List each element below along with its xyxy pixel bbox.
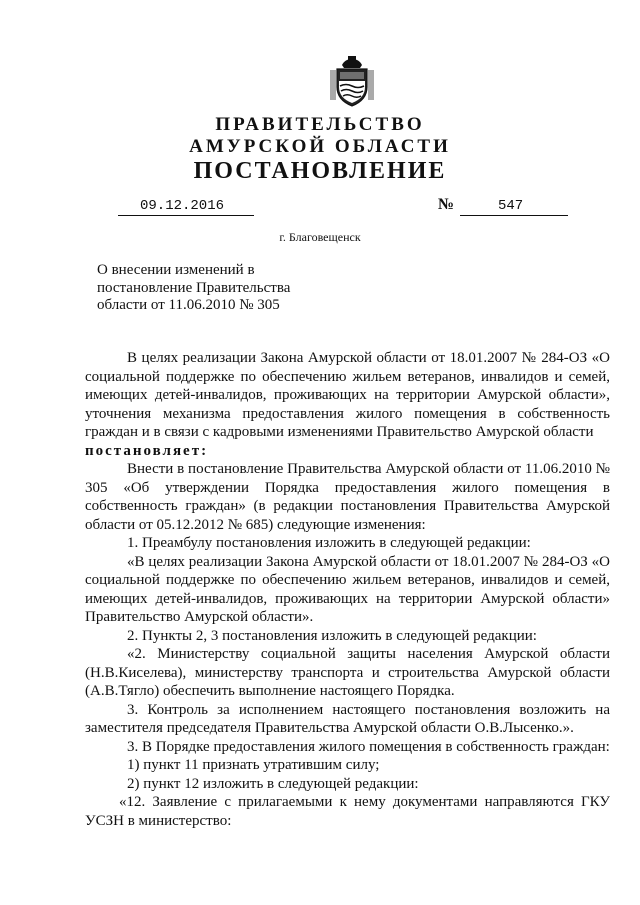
body-paragraph: «2. Министерству социальной защиты населения Амурской области (Н.В.Киселева), министерству транспорта и строительства Амурской области (А.В.Тягло) обеспечить выполнение настоящего Порядка. bbox=[85, 646, 610, 699]
document-type-title: ПОСТАНОВЛЕНИЕ bbox=[193, 158, 447, 184]
region-title: АМУРСКОЙ ОБЛАСТИ bbox=[189, 136, 451, 157]
document-date: 09.12.2016 bbox=[140, 198, 225, 214]
body-paragraph: 3. Контроль за исполнением настоящего постановления возложить на заместителя председателя Правительства Амурской области О.В.Лысенко.». bbox=[85, 701, 610, 736]
preamble-paragraph: В целях реализации Закона Амурской области от 18.01.2007 № 284-ОЗ «О социальной поддержке по обеспечению жильем ветеранов, инвалидов и семей, имеющих детей-инвалидов, проживающих на территории Амурской области», уточнения механизма предоставления жилого помещения в собственность граждан и в связи с кадровыми изменениями Правительство Амурской области bbox=[85, 350, 610, 440]
document-body bbox=[85, 349, 610, 830]
number-sign: № bbox=[438, 196, 455, 213]
body-paragraph: 3. В Порядке предоставления жилого помещения в собственность граждан: bbox=[127, 738, 610, 755]
subject-line: постановление Правительства bbox=[97, 279, 291, 296]
government-title: ПРАВИТЕЛЬСТВО bbox=[215, 114, 425, 135]
body-paragraph: 2. Пункты 2, 3 постановления изложить в следующей редакции: bbox=[127, 627, 537, 644]
body-paragraph: Внести в постановление Правительства Амурской области от 11.06.2010 № 305 «Об утверждении Порядка предоставления жилого помещения в собственность граждан» (в редакции постановления Правительства Амурской области от 05.12.2012 № 685) следующие изменения: bbox=[85, 461, 610, 533]
city-name: г. Благовещенск bbox=[279, 230, 361, 244]
subject-line: области от 11.06.2010 № 305 bbox=[97, 297, 280, 313]
resolves-word: постановляет: bbox=[85, 442, 209, 459]
body-paragraph: «В целях реализации Закона Амурской области от 18.01.2007 № 284-ОЗ «О социальной поддержке по обеспечению жильем ветеранов, инвалидов и семей, имеющих детей-инвалидов, проживающих на территории Амурской области» Правительство Амурской области». bbox=[85, 553, 610, 625]
body-paragraph: 1. Преамбулу постановления изложить в следующей редакции: bbox=[127, 535, 531, 551]
coat-of-arms-icon bbox=[330, 56, 374, 108]
body-paragraph: 2) пункт 12 изложить в следующей редакции: bbox=[127, 775, 419, 792]
document-subject bbox=[97, 262, 290, 315]
document-number: 547 bbox=[498, 198, 524, 214]
body-paragraph: «12. Заявление с прилагаемыми к нему документами направляются ГКУ УСЗН в министерство: bbox=[85, 794, 610, 829]
body-paragraph: 1) пункт 11 признать утратившим силу; bbox=[127, 757, 380, 773]
subject-line: О внесении изменений в bbox=[97, 262, 255, 278]
